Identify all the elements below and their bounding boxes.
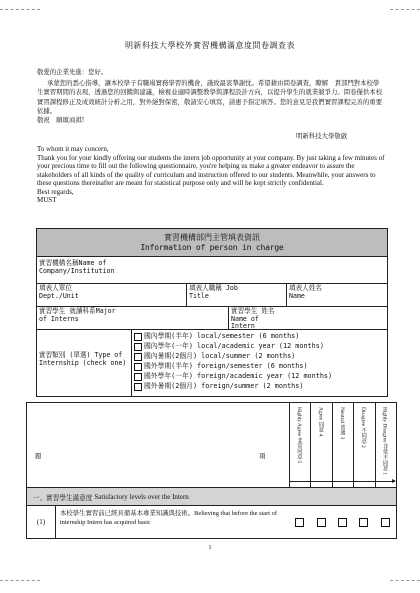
internship-type-row xyxy=(37,330,387,396)
type-label-text: 實習類別 (單選) Type of Internship (check one) xyxy=(39,351,127,367)
item-label: 項 xyxy=(259,452,266,460)
document-title: 明新科技大學校外實習機構滿意度問卷調查表 xyxy=(125,41,295,50)
major-label: 實習學生 就讀科系Major of Interns xyxy=(39,307,116,323)
crop-mark xyxy=(0,9,40,10)
type-options xyxy=(132,330,334,396)
letter-thanks-zh: 敬祝 順頌商祺! xyxy=(37,116,85,124)
page-number: 1 xyxy=(208,545,212,551)
question-row xyxy=(27,506,396,538)
letter-salutation-en: To whom it may concern, xyxy=(37,145,109,153)
scale-col-5 xyxy=(289,403,310,487)
rating-checkbox-3[interactable] xyxy=(338,518,347,527)
name-field[interactable] xyxy=(287,284,387,306)
letter-en xyxy=(37,145,387,205)
rating-checkbox-1[interactable] xyxy=(381,518,390,527)
checkbox[interactable] xyxy=(134,363,142,371)
intern-row xyxy=(37,307,387,330)
scale-col-4 xyxy=(310,403,331,487)
info-form xyxy=(36,228,388,397)
company-label: 實習機構名稱Name of Company/Institution xyxy=(39,259,115,275)
scale-label: Highly Agree 非常同意 5 xyxy=(296,407,302,464)
letter-sender-en: MUST xyxy=(37,196,57,204)
checkbox[interactable] xyxy=(134,373,142,381)
question-number: (1) xyxy=(27,506,56,538)
job-title-field[interactable] xyxy=(187,284,287,306)
dept-field[interactable] xyxy=(37,284,187,306)
letter-signature-zh: 明新科技大學敬啟 xyxy=(296,132,348,140)
section-title-zh: 一、實習學生滿意度 xyxy=(33,493,93,502)
form-title-zh: 實習機構部門主管填表資訊 xyxy=(164,233,260,242)
rating-checkbox-5[interactable] xyxy=(295,518,304,527)
option-label: 國內暑期(2個月) local/summer (2 months) xyxy=(144,352,296,361)
letter-body-en: Thank you for your kindly offering our students the intern job opportunity at your company. By just taking a few minutes of your precious time to fill out the following questionnaire, you're helping us make a greater endeavor to assure the stakeholders of all kinds of the quality of curriculum and instruction offered to our students. Meanwhile, your answers to these questions thereinafter are meant for statistical purpose only and will be kept strictly confidential. xyxy=(37,153,385,187)
checkbox[interactable] xyxy=(134,343,142,351)
major-field[interactable] xyxy=(37,307,229,329)
option-label: 國外學年(一年) foreign/academic year (12 months) xyxy=(144,372,333,381)
job-title-label: 填表人職稱 Job Title xyxy=(189,284,238,300)
option-label: 國內學年(一年) local/academic year (12 months) xyxy=(144,342,324,351)
scale-label: Highly Disagree 非常不同意 1 xyxy=(381,407,388,475)
scale-label: Disagree 不同意 2 xyxy=(360,407,367,448)
section-header xyxy=(27,488,396,506)
section-title-en: Satisfactory levels over the Intern xyxy=(94,492,189,501)
letter-body-zh: 承蒙您的悉心指導，讓本校學子有職場實務學習的機會，謹致最衷摯謝忱。希望藉由問卷調查，瞭解 貴部門對本校學生實習期間的表現，透過您的回饋與建議，檢視並適時調整教學與課程設計方向，以提升學生的就業競爭力。問卷僅供本校實習課程修正及成效統計分析之用，對外絕對保密，敬請安心填寫，請惠予指定填答。您的意見是我們實習課程完善的重要依據。 xyxy=(37,79,383,116)
scale-col-2 xyxy=(353,403,374,487)
rating-checkbox-4[interactable] xyxy=(317,518,326,527)
rating-options xyxy=(289,506,396,538)
intern-name-field[interactable] xyxy=(229,307,387,329)
scale-arrow xyxy=(289,481,395,482)
topic-label: 題 xyxy=(35,452,42,460)
company-row[interactable] xyxy=(37,257,387,284)
intern-name-label: 實習學生 姓名Name of Intern xyxy=(231,307,275,331)
type-option[interactable] xyxy=(134,352,332,362)
type-option[interactable] xyxy=(134,372,332,382)
scale-col-3 xyxy=(332,403,353,487)
crop-mark xyxy=(390,9,420,10)
survey-table xyxy=(26,402,397,539)
type-option[interactable] xyxy=(134,342,332,352)
option-label: 國外學期(半年) foreign/semester (6 months) xyxy=(144,362,308,371)
type-option[interactable] xyxy=(134,382,332,392)
survey-header-row xyxy=(27,403,396,488)
option-label: 國外暑期(2個月) foreign/summer (2 months) xyxy=(144,382,304,391)
scale-columns xyxy=(289,403,396,487)
crop-mark xyxy=(0,580,40,581)
letter-closing-en: Best regards, xyxy=(37,187,74,196)
question-text: 本校學生實習前已經具備基本專業知識與技術。Believing that before the start of internship Intern has acquired basic xyxy=(59,510,277,526)
letter-greeting-zh: 敬愛的企業先進：您好。 xyxy=(37,68,108,76)
rating-checkbox-2[interactable] xyxy=(359,518,368,527)
checkbox[interactable] xyxy=(134,333,142,341)
type-option[interactable] xyxy=(134,362,332,372)
type-label xyxy=(37,330,132,396)
type-option[interactable] xyxy=(134,332,332,342)
checkbox[interactable] xyxy=(134,383,142,391)
form-header xyxy=(37,229,387,257)
scale-col-1 xyxy=(375,403,396,487)
checkbox[interactable] xyxy=(134,353,142,361)
scale-label: Neutral 普通 3 xyxy=(338,407,345,440)
crop-mark xyxy=(390,580,420,581)
name-label: 填表人姓名 Name xyxy=(289,284,322,300)
option-label: 國內學期(半年) local/semester (6 months) xyxy=(144,332,300,341)
filler-row xyxy=(37,284,387,307)
form-title-en: Information of person in charge xyxy=(140,243,284,252)
dept-label: 填表人單位 Dept./Unit xyxy=(39,284,79,300)
scale-label: Agree 同意 4 xyxy=(317,407,324,437)
